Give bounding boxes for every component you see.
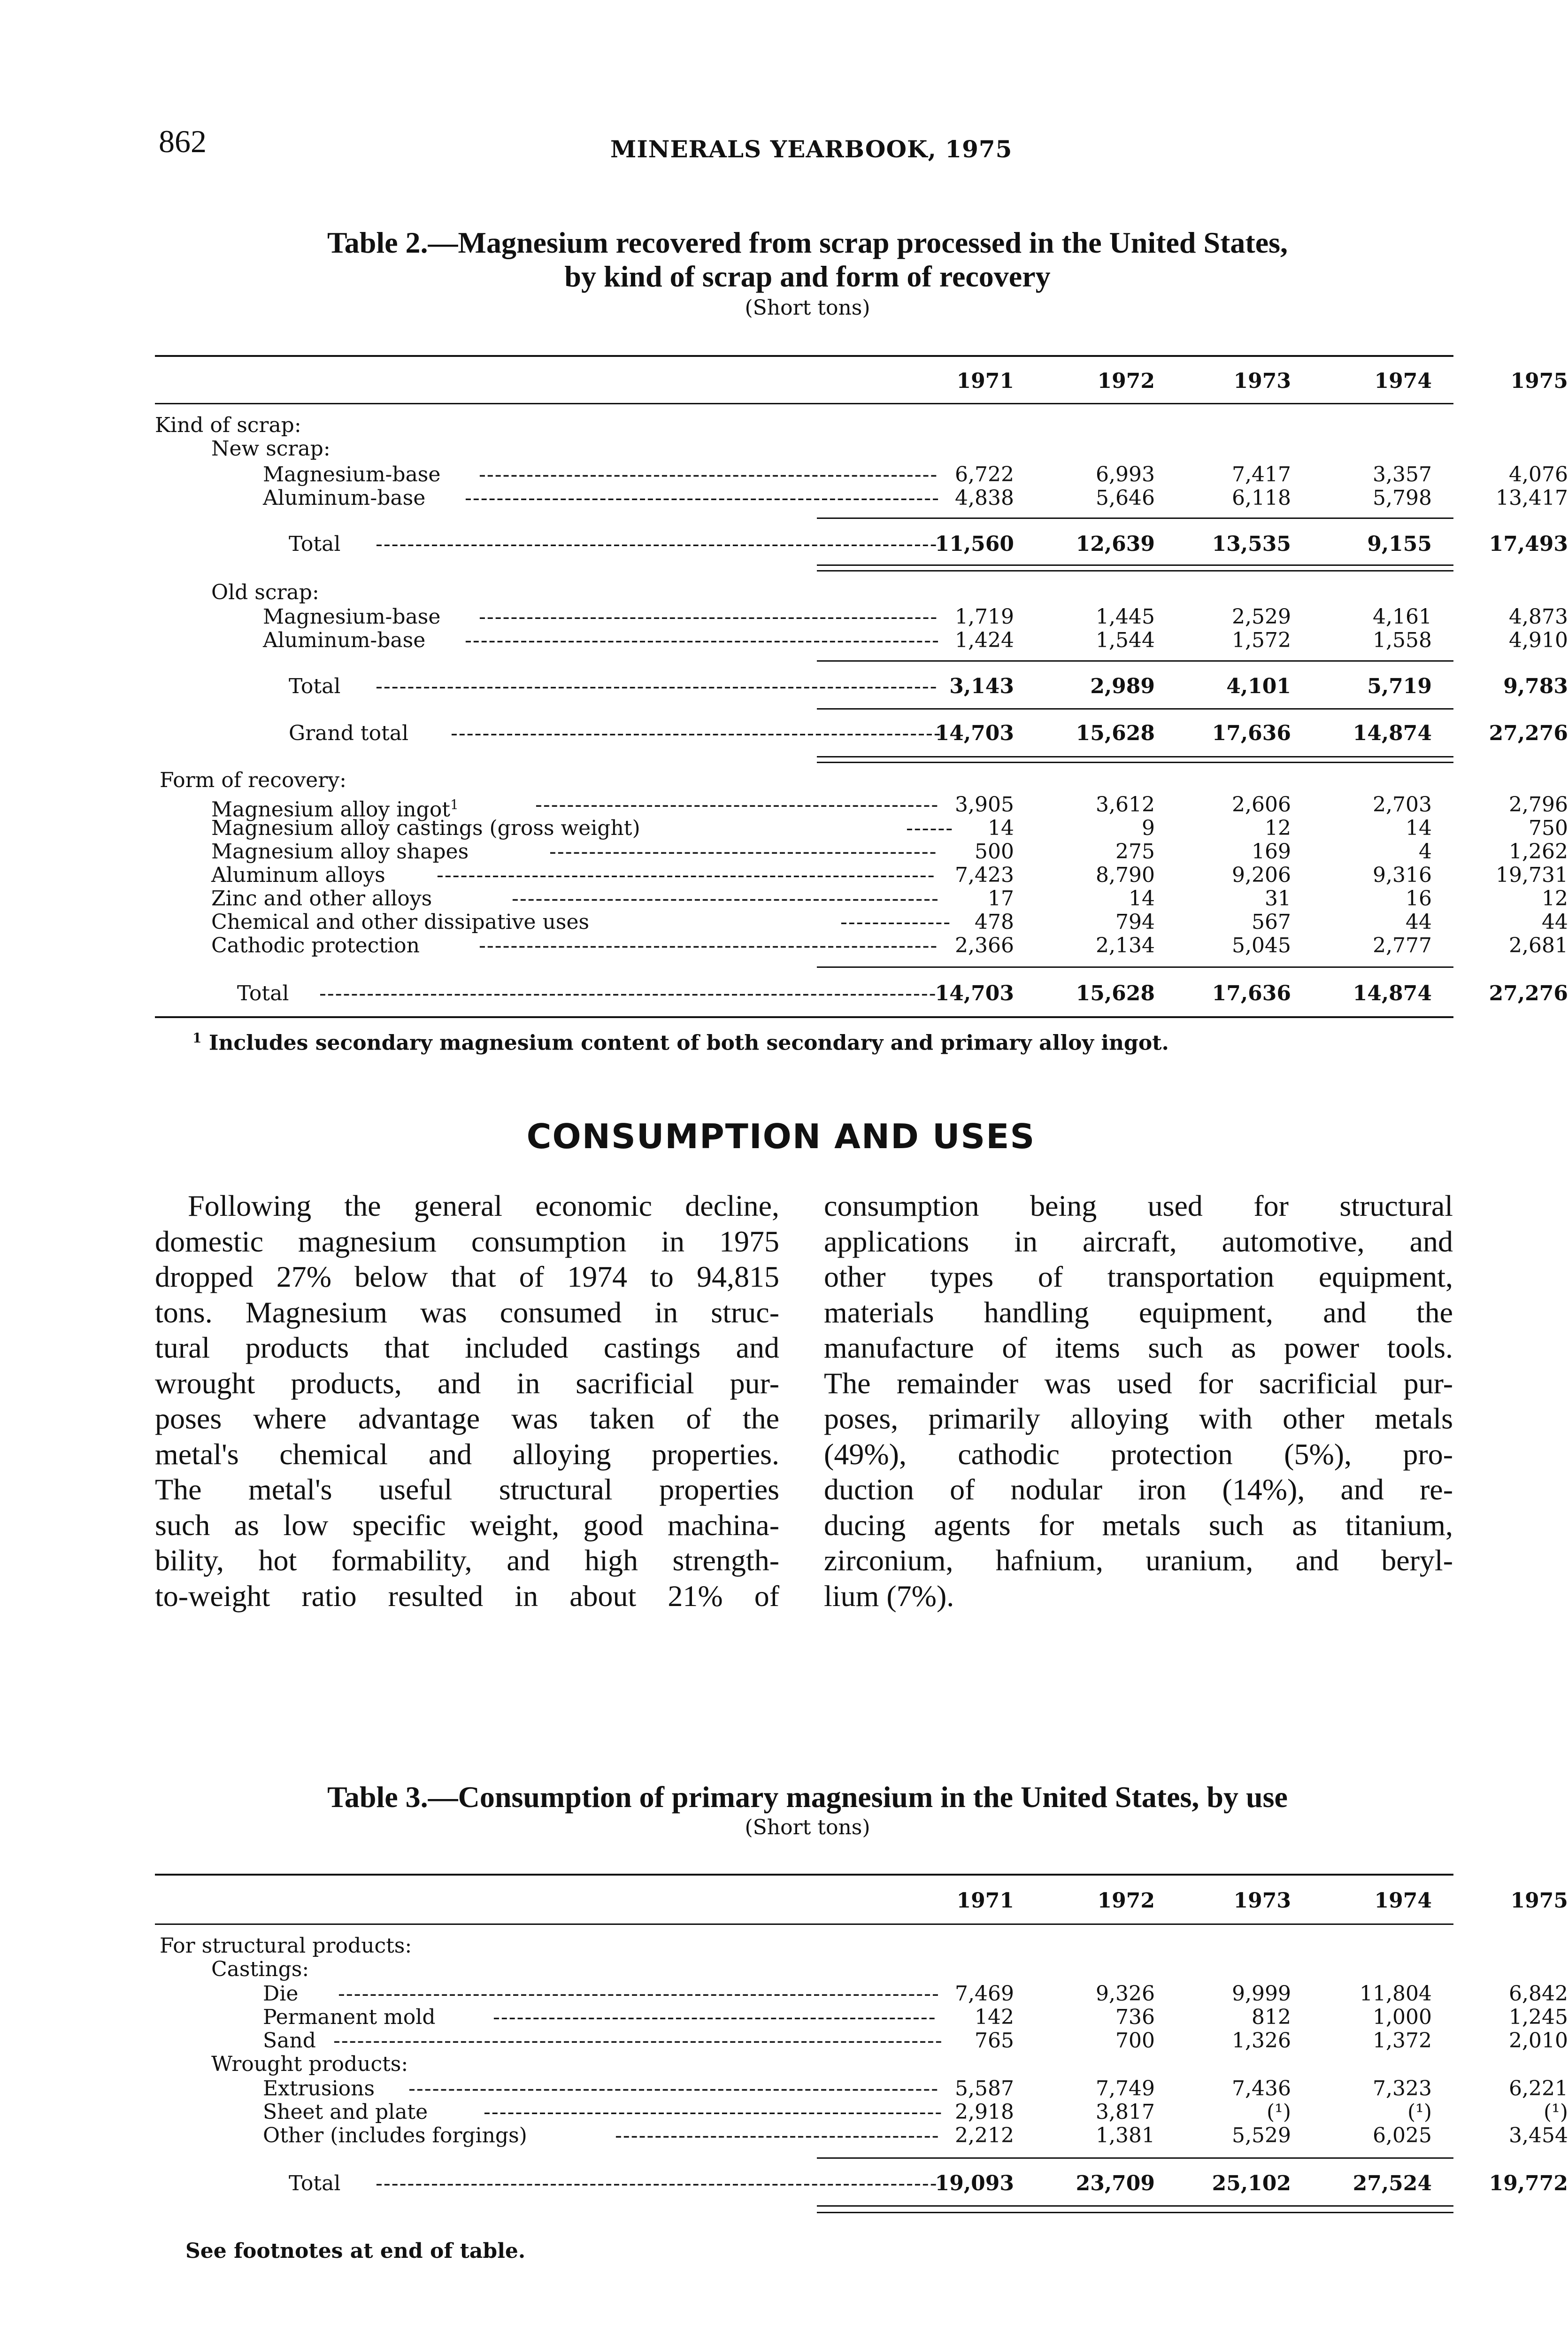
table3-title: Table 3.—Consumption of primary magnesium in the United States, by use	[327, 1780, 1288, 1814]
table-row: Magnesium-base ---------------------------------------------------------- 6,722 6,993 7,417 3,357 4,076	[263, 463, 1568, 487]
table2-footnote: $^1$ Includes secondary magnesium content of both secondary and primary alloy ingot.	[192, 1030, 1169, 1055]
table3-wrought-label: Wrought products:	[211, 2052, 408, 2076]
table3-year-1975: 1975	[1510, 1889, 1568, 1913]
table3-subtotal-rule	[817, 2157, 1453, 2159]
table3-total-rule	[817, 2212, 1453, 2213]
table3-castings-label: Castings:	[211, 1957, 309, 1981]
table3-year-1971: 1971	[956, 1889, 1014, 1913]
table2-unit: (Short tons)	[745, 296, 870, 320]
table-row: Magnesium alloy shapes ------------------------------------------------- 500 275 169 4 1,262	[211, 840, 1568, 864]
table-row: Cathodic protection ---------------------------------------------------------- 2,366 2,134 5,045 2,777 2,681	[211, 934, 1568, 958]
table-row: Chemical and other dissipative uses -------------- 478 794 567 44 44	[211, 910, 1568, 934]
table2-title-line1: Table 2.—Magnesium recovered from scrap processed in the United States,	[327, 226, 1288, 259]
table2-year-1974: 1974	[1374, 369, 1432, 393]
table2-year-1975: 1975	[1510, 369, 1568, 393]
table3-note: See footnotes at end of table.	[185, 2239, 526, 2263]
table2-total-rule	[817, 708, 1453, 710]
table-row: Die ---------------------------------------------------------------------------- 7,469 9,326 9,999 11,804 6,842	[263, 1982, 1568, 2006]
table3-header-rule	[155, 1923, 1453, 1925]
table-row: Aluminum-base ------------------------------------------------------------ 1,424 1,544 1,572 1,558 4,910	[263, 628, 1568, 652]
table2-new-total-row: Total ----------------------------------------------------------------------- 11,560 12,639 13,535 9,155 17,493	[289, 532, 1568, 556]
table2-old-label: Old scrap:	[211, 580, 319, 604]
table3-year-1972: 1972	[1097, 1889, 1155, 1913]
table-row: Zinc and other alloys ------------------------------------------------------ 17 14 31 16 12	[211, 887, 1568, 911]
table-row: Magnesium alloy castings (gross weight) ------ 14 9 12 14 750	[211, 816, 1568, 840]
table2-grand-total-row: Grand total -------------------------------------------------------------- 14,703 15,628 17,636 14,874 27,276	[289, 721, 1568, 745]
table2-total-rule	[817, 570, 1453, 572]
table3-top-rule	[155, 1874, 1453, 1876]
table2-kind-label: Kind of scrap:	[155, 413, 301, 437]
table2-total-rule	[817, 564, 1453, 566]
table2-form-total-row: Total ------------------------------------------------------------------------------ 14,703 15,628 17,636 14,874 27,276	[237, 981, 1568, 1005]
table-row: Sand ----------------------------------------------------------------------------- 765 700 1,326 1,372 2,010	[263, 2029, 1568, 2053]
table-row: Magnesium alloy ingot$^1$ --------------------------------------------------- 3,905 3,612 2,606 2,703 2,796	[211, 793, 1568, 822]
table2-year-1973: 1973	[1233, 369, 1291, 393]
table3-structural-label: For structural products:	[160, 1934, 412, 1958]
table3-header-row	[155, 1889, 1568, 1913]
table2-subtotal-rule	[817, 660, 1453, 662]
table2-new-label: New scrap:	[211, 437, 331, 461]
table-row: Aluminum-base ------------------------------------------------------------ 4,838 5,646 6,118 5,798 13,417	[263, 486, 1568, 510]
table2-year-1971: 1971	[956, 369, 1014, 393]
table3-year-1973: 1973	[1233, 1889, 1291, 1913]
table-row: Magnesium-base ---------------------------------------------------------- 1,719 1,445 2,529 4,161 4,873	[263, 605, 1568, 629]
table2-total-rule	[817, 756, 1453, 757]
table2-title-line2: by kind of scrap and form of recovery	[564, 260, 1051, 293]
table-row: Extrusions ------------------------------------------------------------------- 5,587 7,749 7,436 7,323 6,221	[263, 2077, 1568, 2101]
table2-subtotal-rule	[817, 517, 1453, 519]
table2-subtotal-rule	[817, 966, 1453, 968]
table3-total-row: Total ----------------------------------------------------------------------- 19,093 23,709 25,102 27,524 19,772	[289, 2171, 1568, 2195]
table2-header-rule	[155, 403, 1453, 404]
table2-top-rule	[155, 355, 1453, 357]
right-column-text: consumption being used for structural applications in aircraft, automotive, and other types of transportation equipment, materials handling equipment, and the manufacture of items such as power tools. The remainder was used for sacrificial pur- poses, primarily alloying with other metals (49%), cathodic protection (5%), pro- duction of nodular iron (14%), and re- ducing agents for metals such as titanium, zirconium, hafnium, uranium, and beryl- lium (7%).	[824, 1189, 1453, 1613]
table-row: Aluminum alloys --------------------------------------------------------------- 7,423 8,790 9,206 9,316 19,731	[211, 863, 1568, 887]
table-row: Sheet and plate ---------------------------------------------------------- 2,918 3,817 (¹) (¹) (¹)	[263, 2100, 1568, 2124]
table3-year-1974: 1974	[1374, 1889, 1432, 1913]
running-head: MINERALS YEARBOOK, 1975	[610, 135, 1013, 163]
left-column-text: Following the general economic decline, domestic magnesium consumption in 1975 dropped 27% below that of 1974 to 94,815 tons. Magnesium was consumed in struc- tural products that included castings and wrought products, and in sacrificial pur- poses where advantage was taken of the metal's chemical and alloying properties. The metal's useful structural properties such as low specific weight, good machina- bility, hot formability, and high strength- to-weight ratio resulted in about 21% of	[155, 1189, 779, 1613]
table2-old-total-row: Total ----------------------------------------------------------------------- 3,143 2,989 4,101 5,719 9,783	[289, 674, 1568, 698]
table2-bottom-rule	[155, 1016, 1453, 1018]
table2-header-row	[155, 369, 1568, 394]
table3-unit: (Short tons)	[745, 1815, 870, 1839]
page-number: 862	[159, 124, 207, 159]
table2-year-1972: 1972	[1097, 369, 1155, 393]
table2-total-rule	[817, 762, 1453, 763]
table-row: Permanent mold -------------------------------------------------------- 142 736 812 1,000 1,245	[263, 2005, 1568, 2029]
section-heading: CONSUMPTION AND USES	[526, 1117, 1036, 1156]
table-row: Other (includes forgings) ----------------------------------------- 2,212 1,381 5,529 6,025 3,454	[263, 2124, 1568, 2147]
table3-total-rule	[817, 2205, 1453, 2207]
table2-form-label: Form of recovery:	[160, 768, 346, 792]
